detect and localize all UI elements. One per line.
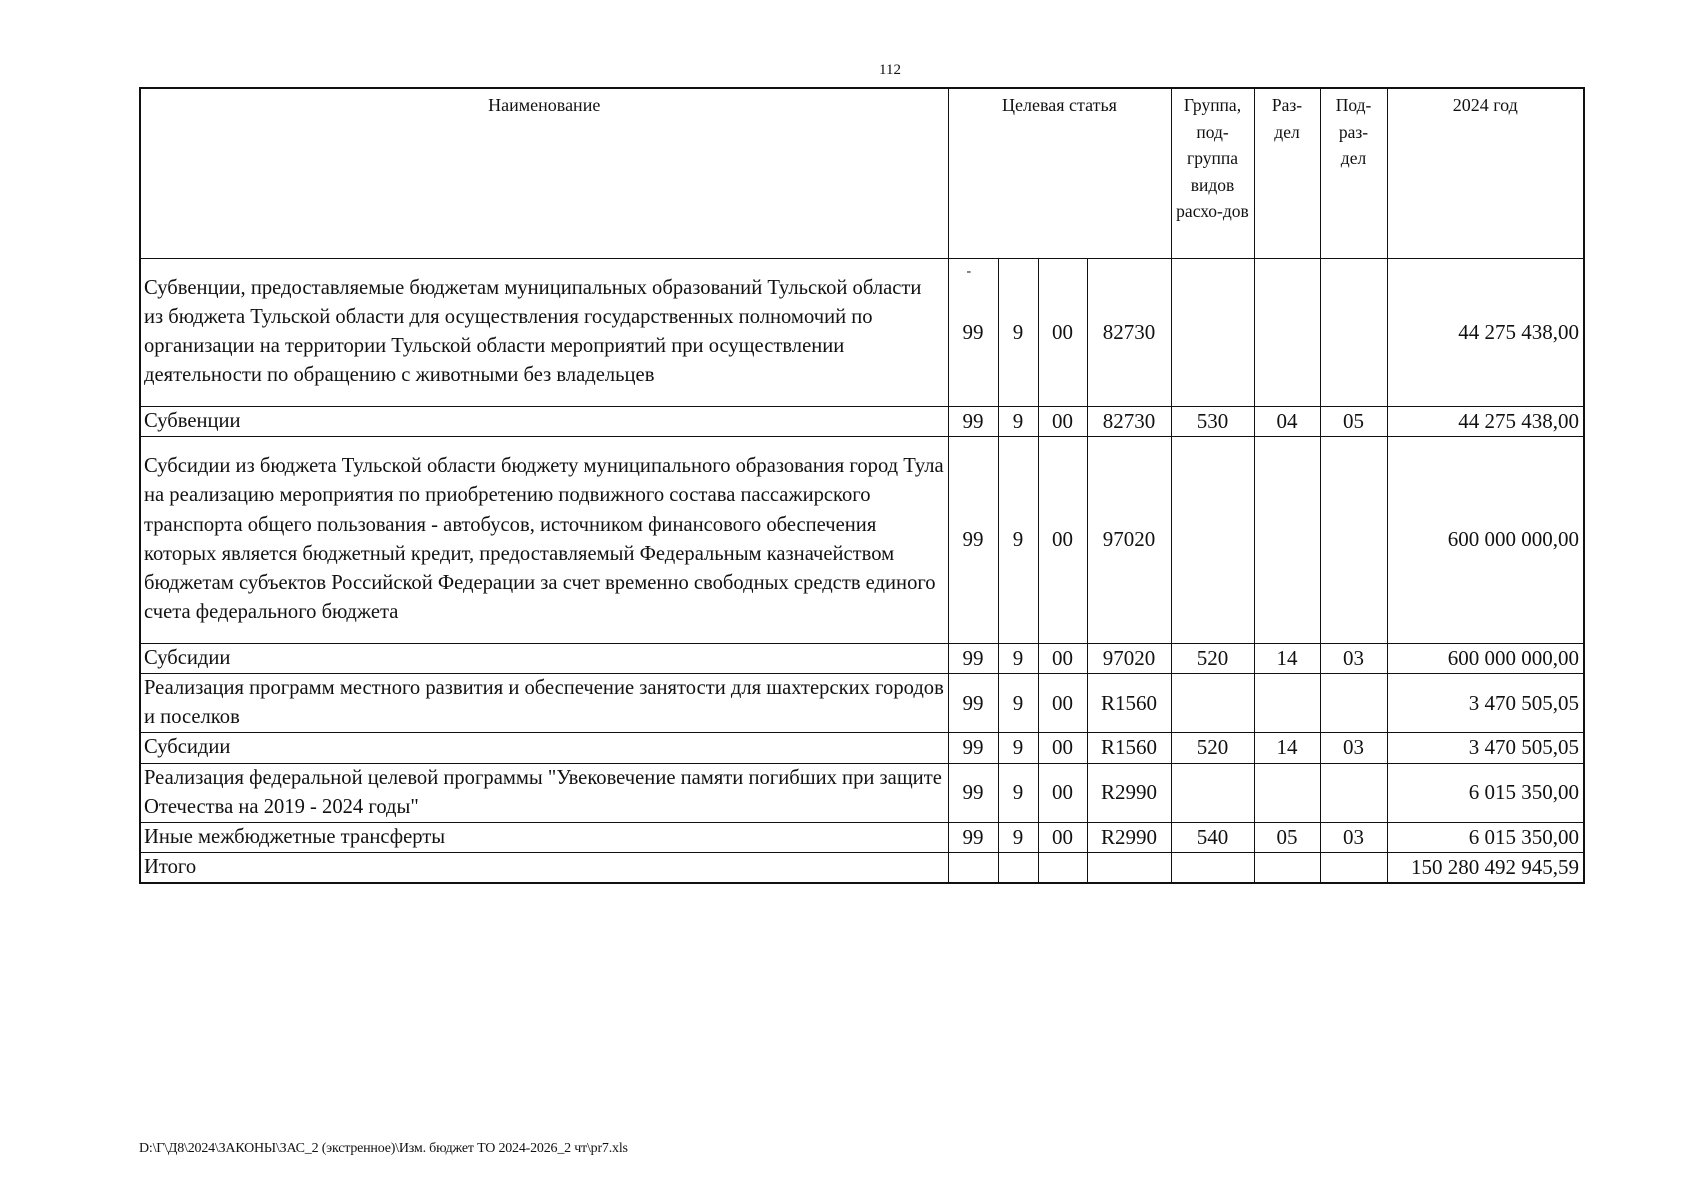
target-code-1: 99 xyxy=(948,436,998,643)
table-row xyxy=(140,643,1584,673)
section: 04 xyxy=(1254,406,1320,436)
target-code-2: 9 xyxy=(998,763,1038,822)
section xyxy=(1254,853,1320,884)
amount-2024: 44 275 438,00 xyxy=(1387,258,1584,406)
target-code-1: 99 xyxy=(948,643,998,673)
target-code-4: 97020 xyxy=(1087,643,1171,673)
target-code-3: 00 xyxy=(1038,643,1087,673)
amount-2024: 600 000 000,00 xyxy=(1387,643,1584,673)
header-subsection: Под-раз-дел xyxy=(1320,88,1387,258)
target-code-4: R2990 xyxy=(1087,822,1171,852)
row-name: Субвенции xyxy=(140,406,948,436)
amount-2024: 3 470 505,05 xyxy=(1387,673,1584,732)
target-code-2: 9 xyxy=(998,406,1038,436)
row-name: Субсидии xyxy=(140,643,948,673)
subsection: 05 xyxy=(1320,406,1387,436)
target-code-4 xyxy=(1087,853,1171,884)
subsection: 03 xyxy=(1320,643,1387,673)
target-code-2: 9 xyxy=(998,643,1038,673)
target-code-3: 00 xyxy=(1038,822,1087,852)
row-name: Итого xyxy=(140,853,948,884)
target-code-3: 00 xyxy=(1038,436,1087,643)
header-year: 2024 год xyxy=(1387,88,1584,258)
target-code-1 xyxy=(948,853,998,884)
header-target-article: Целевая статья xyxy=(948,88,1171,258)
amount-2024-total: 150 280 492 945,59 xyxy=(1387,853,1584,884)
row-name: Реализация программ местного развития и обеспечение занятости для шахтерских городов и поселков xyxy=(140,673,948,732)
row-name: Субсидии xyxy=(140,733,948,763)
target-code-3: 00 xyxy=(1038,673,1087,732)
target-code-3: 00 xyxy=(1038,763,1087,822)
table-row xyxy=(140,406,1584,436)
target-code-1: - 99 xyxy=(948,258,998,406)
header-expense-group: Группа, под-группа видов расхо-дов xyxy=(1171,88,1254,258)
table-row xyxy=(140,733,1584,763)
expense-group: 540 xyxy=(1171,822,1254,852)
subsection xyxy=(1320,763,1387,822)
target-code-2: 9 xyxy=(998,436,1038,643)
target-code-4: R1560 xyxy=(1087,733,1171,763)
section xyxy=(1254,763,1320,822)
target-code-3: 00 xyxy=(1038,733,1087,763)
target-code-1: 99 xyxy=(948,763,998,822)
target-code-4: 82730 xyxy=(1087,258,1171,406)
target-code-4: 82730 xyxy=(1087,406,1171,436)
target-code-1: 99 xyxy=(948,733,998,763)
row-name: Реализация федеральной целевой программы "Увековечение памяти погибших при защите Отечества на 2019 - 2024 годы" xyxy=(140,763,948,822)
subsection xyxy=(1320,853,1387,884)
expense-group: 520 xyxy=(1171,733,1254,763)
target-code-3 xyxy=(1038,853,1087,884)
section: 14 xyxy=(1254,733,1320,763)
expense-group xyxy=(1171,673,1254,732)
header-section: Раз-дел xyxy=(1254,88,1320,258)
expense-group xyxy=(1171,763,1254,822)
section: 05 xyxy=(1254,822,1320,852)
amount-2024: 600 000 000,00 xyxy=(1387,436,1584,643)
table-row xyxy=(140,822,1584,852)
subsection: 03 xyxy=(1320,733,1387,763)
target-code-2: 9 xyxy=(998,822,1038,852)
amount-2024: 3 470 505,05 xyxy=(1387,733,1584,763)
amount-2024: 6 015 350,00 xyxy=(1387,822,1584,852)
budget-table xyxy=(139,87,1585,884)
target-code-1: 99 xyxy=(948,673,998,732)
target-code-2 xyxy=(998,853,1038,884)
target-code-4: 97020 xyxy=(1087,436,1171,643)
target-code-1: 99 xyxy=(948,406,998,436)
subsection xyxy=(1320,436,1387,643)
expense-group xyxy=(1171,258,1254,406)
footer-file-path: D:\Г\Д8\2024\ЗАКОНЫ\ЗАС_2 (экстренное)\Изм. бюджет ТО 2024-2026_2 чт\pr7.xls xyxy=(139,1141,628,1156)
amount-2024: 44 275 438,00 xyxy=(1387,406,1584,436)
expense-group: 520 xyxy=(1171,643,1254,673)
table-row xyxy=(140,258,1584,406)
table-row-total xyxy=(140,853,1584,884)
target-code-4: R2990 xyxy=(1087,763,1171,822)
header-name: Наименование xyxy=(140,88,948,258)
section: 14 xyxy=(1254,643,1320,673)
page-number: 112 xyxy=(879,62,901,78)
amount-2024: 6 015 350,00 xyxy=(1387,763,1584,822)
section xyxy=(1254,258,1320,406)
target-code-2: 9 xyxy=(998,733,1038,763)
subsection: 03 xyxy=(1320,822,1387,852)
target-code-3: 00 xyxy=(1038,406,1087,436)
target-code-1: 99 xyxy=(948,822,998,852)
header-row xyxy=(140,88,1584,258)
subsection xyxy=(1320,258,1387,406)
row-mark: - xyxy=(966,263,972,279)
row-name: Субвенции, предоставляемые бюджетам муниципальных образований Тульской области из бюджета Тульской области для осуществления государственных полномочий по организации на территории Тульской области мероприятий при осуществлении деятельности по обращению с животными без владельцев xyxy=(140,258,948,406)
table-row xyxy=(140,436,1584,643)
target-code-4: R1560 xyxy=(1087,673,1171,732)
table-row xyxy=(140,763,1584,822)
target-code-3: 00 xyxy=(1038,258,1087,406)
table-row xyxy=(140,673,1584,732)
expense-group xyxy=(1171,436,1254,643)
expense-group xyxy=(1171,853,1254,884)
row-name: Субсидии из бюджета Тульской области бюджету муниципального образования город Тула на реализацию мероприятия по приобретению подвижного состава пассажирского транспорта общего пользования - автобусов, источником финансового обеспечения которых является бюджетный кредит, предоставляемый Федеральным казначейством бюджетам субъектов Российской Федерации за счет временно свободных средств единого счета федерального бюджета xyxy=(140,436,948,643)
expense-group: 530 xyxy=(1171,406,1254,436)
section xyxy=(1254,673,1320,732)
target-code-2: 9 xyxy=(998,258,1038,406)
subsection xyxy=(1320,673,1387,732)
target-code-2: 9 xyxy=(998,673,1038,732)
section xyxy=(1254,436,1320,643)
row-name: Иные межбюджетные трансферты xyxy=(140,822,948,852)
